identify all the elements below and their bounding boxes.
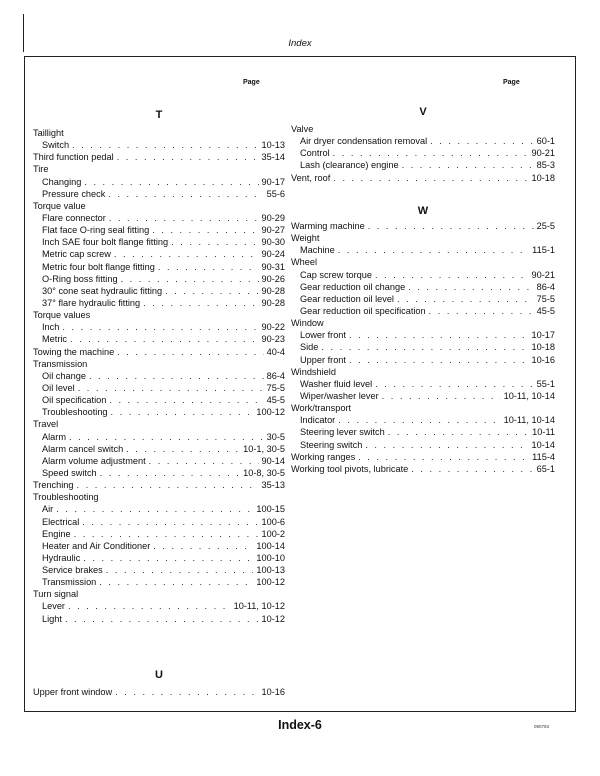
index-entry-text: Inch SAE four bolt flange fitting <box>42 237 169 248</box>
index-entry <box>291 135 555 147</box>
dot-leader <box>153 540 253 552</box>
index-entry-text: 30° cone seat hydraulic fitting <box>42 285 163 296</box>
index-entry <box>33 163 285 175</box>
index-entry <box>33 455 285 467</box>
index-entry-page: 90-17 <box>261 176 285 187</box>
dot-leader <box>69 431 264 443</box>
index-entry <box>291 354 555 366</box>
index-entry <box>33 576 285 588</box>
dot-leader <box>111 406 254 418</box>
index-entry-page: 100-12 <box>256 407 285 418</box>
index-entry-text: Gear reduction oil specification <box>300 305 426 316</box>
section-entries-t <box>33 127 285 625</box>
index-entry <box>33 261 285 273</box>
index-entry-page: 25-5 <box>536 221 555 231</box>
index-entry-text: Flat face O-ring seal fitting <box>42 225 150 236</box>
index-entry-text: Work/transport <box>291 403 352 414</box>
section-entries-u <box>33 686 285 698</box>
index-entry <box>33 491 285 503</box>
index-entry <box>33 224 285 236</box>
index-entry <box>33 564 285 576</box>
dot-leader <box>114 248 259 260</box>
index-entry <box>291 402 555 414</box>
index-entry-page: 10-18 <box>531 342 555 353</box>
section-letter-w: W <box>417 205 429 217</box>
index-entry-page: 30-5 <box>266 431 285 442</box>
dot-leader <box>68 600 231 612</box>
index-entry-page: 10-17 <box>531 330 555 341</box>
index-entry-text: Oil level <box>42 382 75 393</box>
index-entry-text: Upper front window <box>33 687 113 697</box>
index-entry <box>291 317 555 329</box>
index-entry-text: Flare connector <box>42 212 106 223</box>
index-entry-text: Windshield <box>291 366 336 377</box>
dot-leader <box>109 212 259 224</box>
index-entry-text: Light <box>42 613 62 624</box>
index-entry-text: Metric four bolt flange fitting <box>42 261 155 272</box>
index-entry-page: 10-18 <box>531 172 555 183</box>
document-code: 090793 <box>534 724 550 729</box>
index-entry-text: 37° flare hydraulic fitting <box>42 297 141 308</box>
index-entry-page: 90-22 <box>261 322 285 333</box>
dot-leader <box>338 414 500 426</box>
index-entry-page: 10-11, 10-12 <box>233 601 285 612</box>
index-entry-page: 100-12 <box>256 577 285 588</box>
dot-leader <box>333 172 528 184</box>
index-entry <box>33 467 285 479</box>
index-entry-page: 86-4 <box>536 281 555 292</box>
index-entry <box>291 147 555 159</box>
index-entry-page: 45-5 <box>266 395 285 406</box>
index-entry-page: 10-12 <box>261 613 285 624</box>
index-entry-text: Alarm <box>42 431 66 442</box>
index-entry <box>33 516 285 528</box>
dot-leader <box>158 261 259 273</box>
index-entry-page: 100-14 <box>256 540 285 551</box>
index-entry-page: 90-21 <box>531 148 555 159</box>
index-entry-page: 90-27 <box>261 225 285 236</box>
index-entry <box>291 293 555 305</box>
index-entry-page: 90-24 <box>261 249 285 260</box>
dot-leader <box>117 346 263 358</box>
dot-leader <box>368 220 534 232</box>
index-entry-page: 65-1 <box>536 463 555 474</box>
dot-leader <box>402 159 534 171</box>
index-entry-text: Pressure check <box>42 188 106 199</box>
index-entry-text: Towing the machine <box>33 346 115 357</box>
index-entry <box>33 686 285 698</box>
dot-leader <box>143 297 258 309</box>
dot-leader <box>388 426 529 438</box>
index-entry-text: Hydraulic <box>42 552 81 563</box>
index-entry <box>33 540 285 552</box>
index-entry-text: Inch <box>42 322 60 333</box>
dot-leader <box>365 439 528 451</box>
index-entry-text: Speed switch <box>42 467 97 478</box>
index-entry <box>33 127 285 139</box>
dot-leader <box>121 273 259 285</box>
index-entry-text: Transmission <box>33 358 88 369</box>
index-entry <box>291 256 555 268</box>
index-entry <box>33 418 285 430</box>
index-entry-text: Switch <box>42 140 70 151</box>
index-entry <box>33 394 285 406</box>
index-entry <box>33 333 285 345</box>
section-entries-w <box>291 220 555 475</box>
section-entries-v <box>291 123 555 184</box>
index-entry-text: Lower front <box>300 330 346 341</box>
index-entry <box>291 281 555 293</box>
index-entry <box>33 176 285 188</box>
dot-leader <box>84 176 258 188</box>
page-column-header: Page <box>243 79 260 86</box>
index-entry-page: 55-6 <box>266 188 285 199</box>
dot-leader <box>65 613 259 625</box>
index-entry-text: Steering lever switch <box>300 427 385 438</box>
dot-leader <box>338 244 529 256</box>
index-entry <box>291 305 555 317</box>
index-entry <box>291 159 555 171</box>
index-entry-page: 100-10 <box>256 552 285 563</box>
page-number: Index-6 <box>278 718 322 732</box>
dot-leader <box>100 467 240 479</box>
dot-leader <box>70 333 258 345</box>
index-entry <box>291 390 555 402</box>
index-entry-page: 90-14 <box>261 455 285 466</box>
index-entry-text: Taillight <box>33 128 64 138</box>
index-entry-text: Changing <box>42 176 82 187</box>
index-entry-page: 90-26 <box>261 273 285 284</box>
index-entry-text: Side <box>300 342 319 353</box>
index-entry-text: Upper front <box>300 354 346 365</box>
index-entry <box>33 552 285 564</box>
dot-leader <box>62 321 258 333</box>
dot-leader <box>349 329 529 341</box>
index-entry-text: Indicator <box>300 415 336 426</box>
index-entry-page: 100-15 <box>256 504 285 515</box>
index-entry-text: Washer fluid level <box>300 378 373 389</box>
index-entry-text: Lever <box>42 601 65 612</box>
index-entry-page: 10-8, 30-5 <box>243 467 285 478</box>
index-entry <box>33 431 285 443</box>
index-entry-text: Troubleshooting <box>33 492 99 503</box>
index-entry-text: Warming machine <box>291 221 365 231</box>
index-entry-text: Engine <box>42 528 71 539</box>
dot-leader <box>149 455 259 467</box>
index-entry-text: Weight <box>291 233 320 244</box>
index-entry <box>33 273 285 285</box>
index-entry <box>33 236 285 248</box>
index-entry-page: 10-11, 10-14 <box>503 415 555 426</box>
index-entry <box>291 366 555 378</box>
index-entry-page: 10-11 <box>532 427 555 438</box>
dot-leader <box>411 463 533 475</box>
index-entry-page: 100-2 <box>261 528 285 539</box>
index-entry <box>291 172 555 184</box>
index-entry <box>33 382 285 394</box>
index-entry-text: Oil change <box>42 370 86 381</box>
dot-leader <box>83 552 253 564</box>
index-entry-text: Wiper/washer lever <box>300 390 379 401</box>
index-entry-page: 90-21 <box>531 269 555 280</box>
index-entry-text: Tire <box>33 164 49 175</box>
index-entry-page: 40-4 <box>266 346 285 357</box>
index-entry-text: Third function pedal <box>33 152 114 163</box>
index-frame <box>24 56 576 712</box>
dot-leader <box>109 394 263 406</box>
index-entry <box>291 269 555 281</box>
index-entry-text: Air <box>42 504 54 515</box>
index-entry <box>33 479 285 491</box>
dot-leader <box>321 341 528 353</box>
index-entry-page: 86-4 <box>266 370 285 381</box>
index-entry-text: Control <box>300 148 330 159</box>
index-entry <box>291 329 555 341</box>
index-entry <box>33 613 285 625</box>
dot-leader <box>56 503 253 515</box>
dot-leader <box>408 281 533 293</box>
index-entry-page: 10-16 <box>531 354 555 365</box>
index-entry <box>33 588 285 600</box>
index-entry <box>33 600 285 612</box>
section-letter-v: V <box>419 106 427 118</box>
index-entry-text: Valve <box>291 124 314 134</box>
index-entry <box>33 528 285 540</box>
index-entry <box>291 232 555 244</box>
index-entry <box>33 151 285 163</box>
index-entry <box>33 358 285 370</box>
index-entry-text: Transmission <box>42 577 97 588</box>
dot-leader <box>165 285 258 297</box>
index-entry <box>33 309 285 321</box>
dot-leader <box>99 576 253 588</box>
index-entry-page: 75-5 <box>266 382 285 393</box>
dot-leader <box>429 305 534 317</box>
dot-leader <box>171 236 258 248</box>
index-entry <box>291 451 555 463</box>
dot-leader <box>382 390 501 402</box>
dot-leader <box>82 516 258 528</box>
index-entry <box>291 426 555 438</box>
index-entry-text: Steering switch <box>300 439 363 450</box>
index-entry-text: Vent, roof <box>291 172 331 183</box>
index-entry <box>291 414 555 426</box>
page-column-header: Page <box>503 79 520 86</box>
index-entry-text: Machine <box>300 245 335 256</box>
index-entry-text: Torque value <box>33 200 86 211</box>
index-entry-text: Working ranges <box>291 451 356 462</box>
index-entry <box>291 341 555 353</box>
index-entry-text: Turn signal <box>33 589 79 600</box>
index-entry-text: Gear reduction oil change <box>300 281 406 292</box>
index-entry-text: Troubleshooting <box>42 407 108 418</box>
index-entry-text: Metric <box>42 334 68 345</box>
dot-leader <box>349 354 529 366</box>
dot-leader <box>108 188 263 200</box>
dot-leader <box>430 135 533 147</box>
section-letter-u: U <box>155 669 163 681</box>
dot-leader <box>358 451 529 463</box>
index-entry-text: Window <box>291 318 324 329</box>
index-entry <box>33 503 285 515</box>
index-entry <box>33 346 285 358</box>
index-entry-page: 10-11, 10-14 <box>503 390 555 401</box>
index-entry-text: Heater and Air Conditioner <box>42 540 151 551</box>
index-entry-text: Service brakes <box>42 565 103 576</box>
dot-leader <box>115 686 258 698</box>
running-title: Index <box>288 38 312 49</box>
index-entry-page: 90-23 <box>261 334 285 345</box>
dot-leader <box>126 443 240 455</box>
index-entry-page: 10-13 <box>261 140 285 151</box>
dot-leader <box>72 139 258 151</box>
index-entry-page: 115-4 <box>532 451 555 462</box>
dot-leader <box>375 378 533 390</box>
index-entry <box>33 297 285 309</box>
index-entry-text: Travel <box>33 419 59 430</box>
index-entry-text: Alarm volume adjustment <box>42 455 146 466</box>
index-entry-page: 10-14 <box>531 439 555 450</box>
index-entry-text: Wheel <box>291 257 318 268</box>
index-entry <box>33 139 285 151</box>
index-entry-text: Working tool pivots, lubricate <box>291 463 409 474</box>
index-entry-text: Metric cap screw <box>42 249 111 260</box>
index-entry-text: O-Ring boss fitting <box>42 273 118 284</box>
index-entry-text: Air dryer condensation removal <box>300 136 428 147</box>
index-entry-text: Gear reduction oil level <box>300 293 394 304</box>
index-entry-page: 60-1 <box>536 136 555 147</box>
index-entry <box>33 200 285 212</box>
index-entry-text: Oil specification <box>42 395 107 406</box>
index-entry-text: Alarm cancel switch <box>42 443 124 454</box>
section-letter-t: T <box>155 109 163 121</box>
index-entry-page: 100-6 <box>261 516 285 527</box>
index-entry <box>33 188 285 200</box>
index-entry-text: Torque values <box>33 310 91 321</box>
index-entry-page: 90-29 <box>261 212 285 223</box>
index-entry <box>291 439 555 451</box>
dot-leader <box>77 479 259 491</box>
index-entry <box>33 248 285 260</box>
index-entry <box>33 370 285 382</box>
index-entry-page: 10-1, 30-5 <box>243 443 285 454</box>
index-entry <box>33 406 285 418</box>
index-entry-page: 90-31 <box>261 261 285 272</box>
index-entry <box>291 463 555 475</box>
index-entry-text: Cap screw torque <box>300 269 373 280</box>
index-entry-page: 55-1 <box>536 378 555 389</box>
dot-leader <box>397 293 534 305</box>
index-entry-text: Trenching <box>33 480 74 491</box>
index-entry <box>291 378 555 390</box>
index-entry-page: 100-13 <box>256 565 285 576</box>
index-entry <box>291 123 555 135</box>
index-entry-page: 45-5 <box>536 305 555 316</box>
index-entry <box>33 212 285 224</box>
dot-leader <box>74 528 259 540</box>
dot-leader <box>117 151 259 163</box>
index-entry <box>33 321 285 333</box>
index-entry <box>33 443 285 455</box>
index-entry-page: 85-3 <box>536 160 555 171</box>
index-entry <box>291 244 555 256</box>
index-entry <box>33 285 285 297</box>
dot-leader <box>152 224 258 236</box>
index-entry-page: 35-14 <box>261 152 285 163</box>
index-entry-page: 75-5 <box>536 293 555 304</box>
dot-leader <box>78 382 264 394</box>
index-entry-page: 90-28 <box>261 285 285 296</box>
dot-leader <box>106 564 254 576</box>
index-entry-page: 90-30 <box>261 237 285 248</box>
dot-leader <box>375 269 528 281</box>
index-entry-text: Electrical <box>42 516 80 527</box>
index-entry-page: 90-28 <box>261 297 285 308</box>
index-entry <box>291 220 555 232</box>
index-entry-text: Lash (clearance) engine <box>300 160 399 171</box>
index-entry-page: 35-13 <box>261 480 285 491</box>
index-entry-page: 115-1 <box>532 245 555 256</box>
dot-leader <box>333 147 529 159</box>
index-entry-page: 10-16 <box>261 687 285 697</box>
dot-leader <box>89 370 264 382</box>
